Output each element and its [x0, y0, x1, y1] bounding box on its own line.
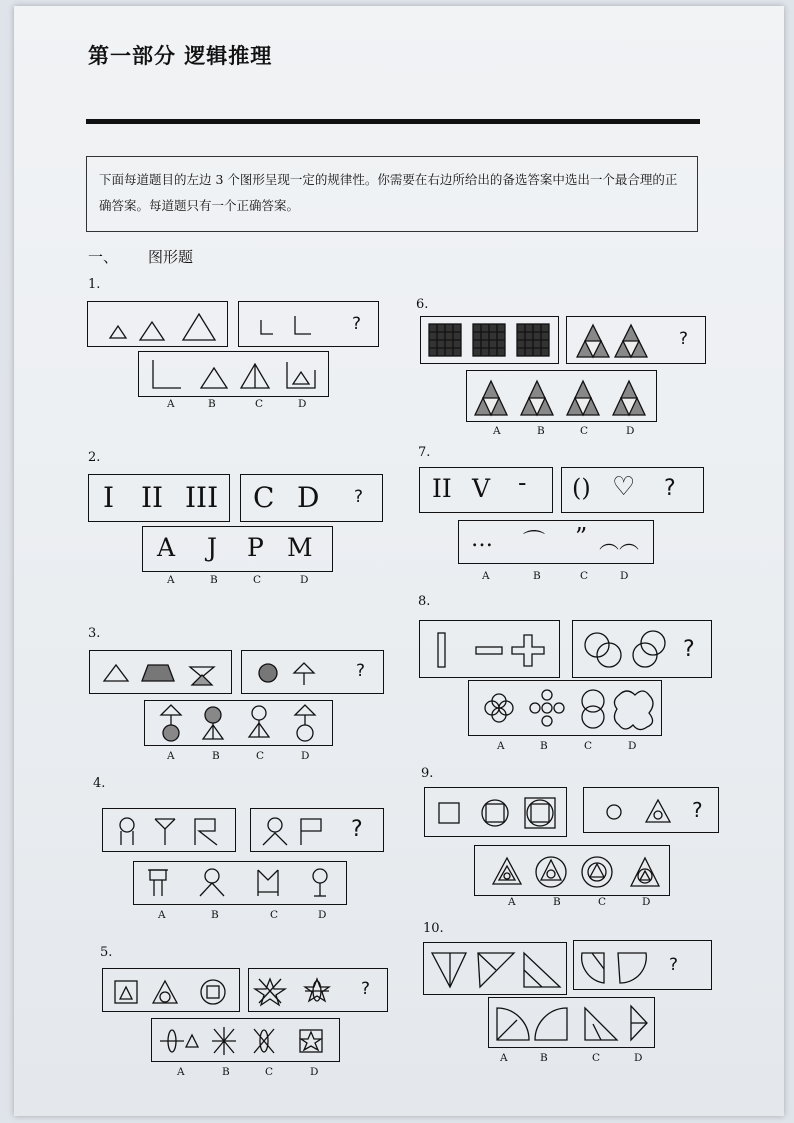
question-mark: ? [354, 487, 364, 507]
option-a[interactable]: A [167, 398, 175, 410]
option-a[interactable]: A [167, 750, 175, 762]
q8-choices-box[interactable] [468, 680, 662, 736]
option-c[interactable]: C [598, 896, 607, 908]
q2-choices-box[interactable] [142, 526, 333, 572]
choice-glyph: … [471, 527, 493, 552]
option-d[interactable]: D [634, 1052, 643, 1064]
option-b[interactable]: B [537, 425, 545, 437]
section-number: 一、 [88, 248, 119, 266]
option-c[interactable]: C [270, 909, 279, 921]
q5-target-box [248, 968, 388, 1012]
option-b[interactable]: B [212, 750, 220, 762]
q5-given-box [102, 968, 240, 1012]
q3-target-box [241, 650, 384, 694]
option-b[interactable]: B [210, 574, 218, 586]
q6-choices-box[interactable] [466, 370, 657, 422]
question-number: 5. [100, 945, 113, 960]
q10-target-figures [574, 941, 713, 991]
q9-given-figures [425, 788, 568, 838]
option-d[interactable]: D [628, 740, 637, 752]
option-c[interactable]: C [265, 1066, 274, 1078]
q9-given-box [424, 787, 567, 837]
option-b[interactable]: B [540, 1052, 548, 1064]
question-mark: ? [692, 798, 703, 822]
q7-target-box [561, 467, 704, 513]
q4-choices-box[interactable] [133, 861, 347, 905]
q8-target-box [572, 620, 712, 678]
q7-given-box [419, 467, 553, 513]
given-glyph: II [432, 474, 452, 503]
option-b[interactable]: B [540, 740, 548, 752]
q4-given-figures [103, 809, 237, 853]
instructions-box: 下面每道题目的左边 3 个图形呈现一定的规律性。你需要在右边所给出的备选答案中选出一个最合理的正确答案。每道题只有一个正确答案。 [86, 156, 698, 232]
option-b[interactable]: B [222, 1066, 230, 1078]
choice-glyph: ” [575, 523, 588, 551]
given-glyph: D [297, 481, 320, 514]
option-d[interactable]: D [301, 750, 310, 762]
question-number: 7. [418, 445, 431, 460]
question-number: 1. [88, 277, 101, 292]
option-d[interactable]: D [626, 425, 635, 437]
q4-target-box [250, 808, 384, 852]
q5-choices-box[interactable] [151, 1018, 340, 1062]
option-d[interactable]: D [298, 398, 307, 410]
option-d[interactable]: D [620, 570, 629, 582]
q7-choices-box[interactable] [458, 520, 654, 564]
q10-choice-figures [489, 998, 656, 1049]
q5-given-figures [103, 969, 241, 1013]
q1-target-box [238, 301, 379, 347]
triangle-sequence [88, 302, 229, 348]
option-c[interactable]: C [580, 570, 589, 582]
given-glyph: - [518, 468, 527, 497]
q1-given-box [87, 301, 228, 347]
option-c[interactable]: C [580, 425, 589, 437]
q10-choices-box[interactable] [488, 997, 655, 1048]
given-glyph: V [472, 474, 491, 503]
q1-choices-box[interactable] [138, 351, 329, 397]
option-c[interactable]: C [256, 750, 265, 762]
given-glyph: C [253, 481, 275, 514]
q5-choice-figures [152, 1019, 341, 1063]
option-a[interactable]: A [493, 425, 501, 437]
q4-choice-figures [134, 862, 348, 906]
choice-glyph: A [157, 533, 176, 562]
option-a[interactable]: A [177, 1066, 185, 1078]
q8-given-box [419, 620, 560, 678]
option-a[interactable]: A [482, 570, 490, 582]
option-c[interactable]: C [584, 740, 593, 752]
question-mark: ? [679, 329, 689, 349]
q8-given-figures [420, 621, 561, 679]
option-a[interactable]: A [508, 896, 516, 908]
q2-target-box [240, 474, 383, 522]
section-name: 图形题 [148, 248, 194, 266]
q6-target-box [566, 316, 706, 364]
option-c[interactable]: C [592, 1052, 601, 1064]
choice-glyph: P [247, 533, 264, 562]
question-number: 2. [88, 450, 101, 465]
question-number: 4. [93, 776, 106, 791]
q4-target-figures [251, 809, 385, 853]
option-b[interactable]: B [208, 398, 216, 410]
option-d[interactable]: D [642, 896, 651, 908]
question-number: 3. [88, 626, 101, 641]
q6-given-box [420, 316, 559, 364]
q10-given-box [423, 942, 567, 995]
question-mark: ? [356, 661, 366, 681]
q3-given-figures [90, 651, 233, 695]
question-number: 6. [416, 297, 429, 312]
q2-given-box [88, 474, 230, 522]
given-glyph: I [103, 481, 115, 514]
option-b[interactable]: B [533, 570, 541, 582]
choice-glyph: J [207, 533, 218, 562]
option-a[interactable]: A [500, 1052, 508, 1064]
question-number: 9. [421, 766, 434, 781]
question-number: 8. [418, 594, 431, 609]
given-glyph: III [185, 481, 219, 514]
title-rule [86, 119, 700, 124]
q6-choice-figures [467, 371, 658, 423]
question-mark: ? [351, 817, 363, 842]
question-mark: ? [683, 637, 695, 662]
q9-choices-box[interactable] [474, 845, 670, 896]
question-mark: ? [361, 979, 371, 999]
option-b[interactable]: B [553, 896, 561, 908]
option-d[interactable]: D [318, 909, 327, 921]
option-b[interactable]: B [211, 909, 219, 921]
option-a[interactable]: A [167, 574, 175, 586]
q1-choice-figures [139, 352, 330, 398]
option-d[interactable]: D [310, 1066, 319, 1078]
given-glyph: II [141, 481, 164, 514]
option-a[interactable]: A [497, 740, 505, 752]
given-glyph: () [572, 474, 591, 502]
q9-target-box [583, 787, 719, 833]
grid-pattern-figures [421, 317, 560, 365]
choice-glyph: ︵︵ [599, 529, 639, 553]
option-a[interactable]: A [158, 909, 166, 921]
choice-glyph: M [287, 533, 313, 562]
option-c[interactable]: C [255, 398, 264, 410]
q4-given-box [102, 808, 236, 852]
question-mark: ? [352, 314, 362, 334]
question-number: 10. [423, 921, 444, 936]
q10-given-figures [424, 943, 568, 996]
question-mark: ? [664, 476, 676, 501]
page-title: 第一部分 逻辑推理 [88, 43, 273, 68]
q3-choices-box[interactable] [144, 700, 333, 746]
q3-choice-figures [145, 701, 334, 747]
choice-glyph: ⌒ [523, 530, 546, 555]
section-heading [88, 246, 223, 267]
q10-target-box [573, 940, 712, 990]
option-c[interactable]: C [253, 574, 262, 586]
heart-icon: ♡ [612, 472, 636, 502]
q8-choice-figures [469, 681, 663, 737]
q3-given-box [89, 650, 232, 694]
option-d[interactable]: D [300, 574, 309, 586]
q9-choice-figures [475, 846, 671, 897]
question-mark: ? [669, 955, 679, 975]
